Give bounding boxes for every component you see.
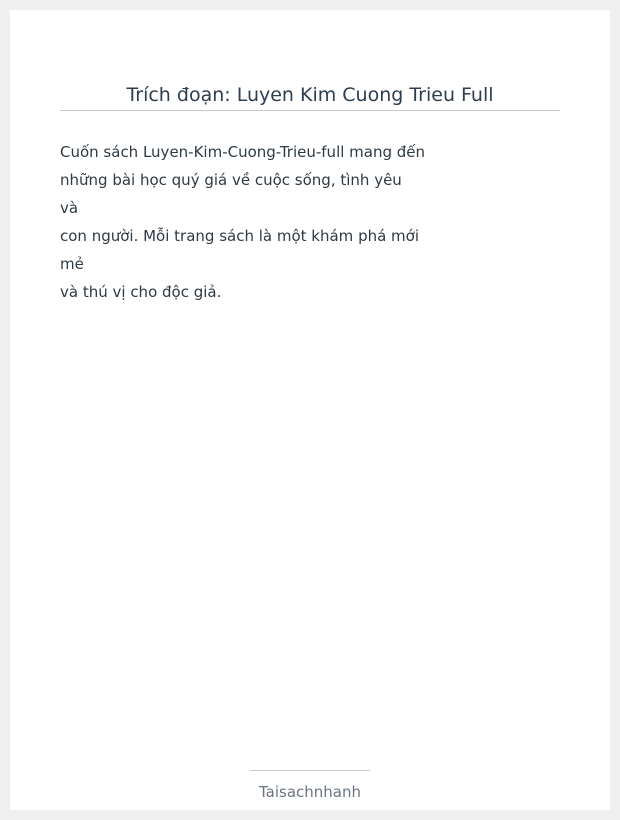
excerpt-line: mẻ [60,255,84,273]
excerpt-line: và [60,199,79,217]
excerpt-line: những bài học quý giá về cuộc sống, tình yêu [60,171,402,189]
excerpt-line: con người. Mỗi trang sách là một khám phá mới [60,227,420,245]
document-page [10,10,610,810]
excerpt-line: và thú vị cho độc giả. [60,283,222,301]
footer-divider [250,770,370,771]
excerpt-line: Cuốn sách Luyen-Kim-Cuong-Trieu-full mang đến [60,143,426,161]
excerpt-body [60,138,480,306]
footer-site-name: Taisachnhanh [258,783,362,801]
document-title: Trích đoạn: Luyen Kim Cuong Trieu Full [126,84,494,106]
title-divider [60,110,560,111]
